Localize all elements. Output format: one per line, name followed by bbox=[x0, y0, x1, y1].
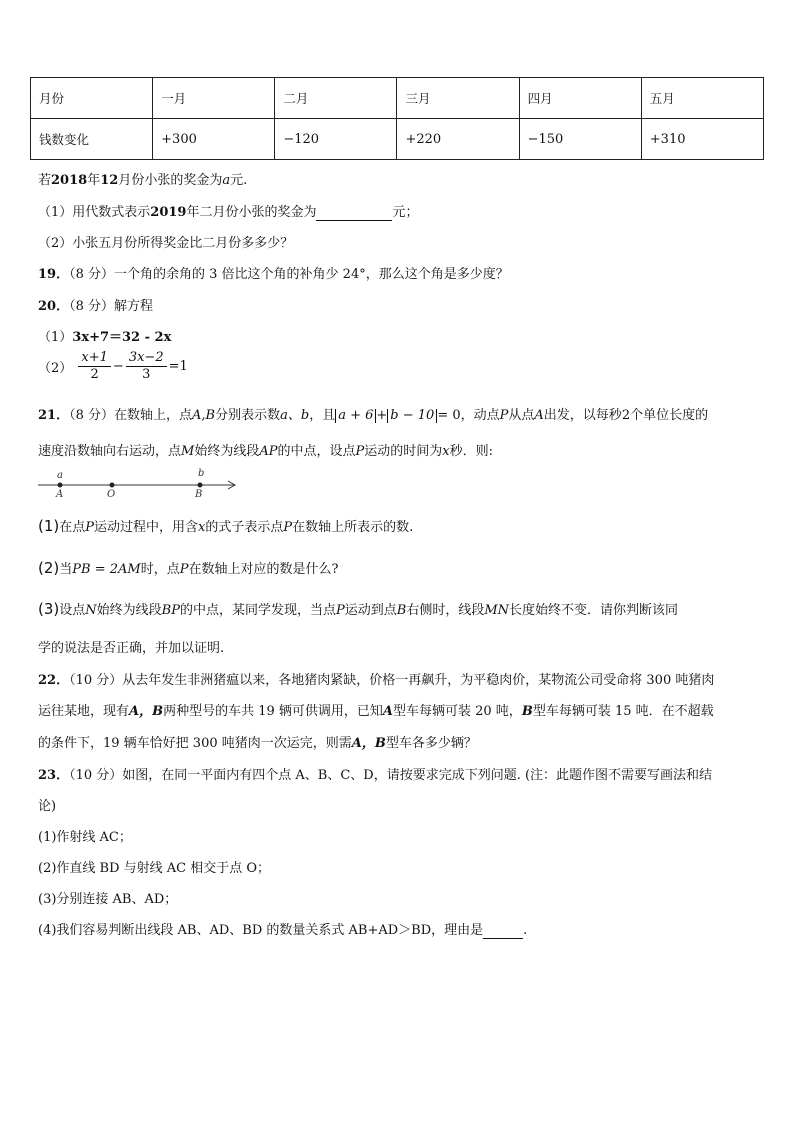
table-cell: 一月 bbox=[153, 78, 275, 119]
table-cell: −150 bbox=[519, 119, 641, 160]
text: 两种型号的车共 19 辆可供调用，已知 bbox=[163, 704, 383, 719]
text: 当 bbox=[59, 562, 73, 577]
q18-part2: （2）小张五月份所得奖金比二月份多多少？ bbox=[38, 236, 294, 251]
q23-part3: (3)分别连接 AB、AD； bbox=[38, 892, 178, 907]
absolute-value: b − 10 bbox=[387, 409, 437, 423]
label-O: O bbox=[107, 489, 116, 500]
math-var: P bbox=[335, 603, 345, 618]
score: （8 分） bbox=[69, 408, 114, 423]
numerator: 3x−2 bbox=[126, 350, 167, 367]
math-var: A，B bbox=[351, 736, 386, 751]
text: 始终为线段 bbox=[194, 444, 260, 459]
point-a bbox=[58, 483, 63, 488]
answer-blank[interactable] bbox=[316, 205, 392, 221]
text: 时，点 bbox=[140, 562, 180, 577]
text: 月份小张的奖金为 bbox=[118, 173, 223, 188]
text: 设点 bbox=[59, 603, 86, 618]
text: 若 bbox=[38, 173, 52, 188]
text: 的式子表示点 bbox=[205, 520, 284, 535]
label-A: A bbox=[56, 489, 64, 500]
math-var: P bbox=[499, 408, 509, 423]
math-var: BP bbox=[161, 603, 180, 618]
text: ，动点 bbox=[460, 408, 500, 423]
question-number: 19． bbox=[38, 267, 70, 282]
point-o bbox=[110, 483, 115, 488]
intro-line bbox=[38, 169, 247, 188]
table-cell: +300 bbox=[153, 119, 275, 160]
math-var: P bbox=[85, 520, 95, 535]
q20 bbox=[38, 295, 153, 314]
text: 12 bbox=[100, 173, 119, 188]
question-number: 21． bbox=[38, 408, 70, 423]
text: （1） bbox=[38, 330, 73, 345]
part-marker: (3) bbox=[38, 600, 60, 618]
text: 年二月份小张的奖金为 bbox=[186, 205, 317, 220]
text: 运动过程中，用含 bbox=[94, 520, 199, 535]
text: 运动的时间为 bbox=[364, 444, 443, 459]
table-cell: 五月 bbox=[641, 78, 763, 119]
question-number: 22． bbox=[38, 673, 70, 688]
text: 的中点，某同学发现，当点 bbox=[179, 603, 336, 618]
equation: 3x+7＝32 - 2x bbox=[72, 330, 172, 345]
math-var: M bbox=[181, 444, 195, 459]
q21-line1 bbox=[38, 404, 708, 423]
text: 从点 bbox=[508, 408, 535, 423]
text: 解方程 bbox=[114, 299, 154, 314]
table-cell: +220 bbox=[397, 119, 519, 160]
math-var: MN bbox=[484, 603, 510, 618]
text: 在数轴上，点 bbox=[114, 408, 193, 423]
denominator: 2 bbox=[90, 367, 99, 382]
score: （10 分） bbox=[69, 673, 123, 688]
table-cell: −120 bbox=[275, 119, 397, 160]
text: 元； bbox=[392, 205, 419, 220]
text: 如图，在同一平面内有四个点 A、B、C、D，请按要求完成下列问题. (注：此题作图不需要写画法和结 bbox=[122, 768, 713, 783]
math-var: x bbox=[442, 444, 450, 459]
text: 运动到点 bbox=[344, 603, 397, 618]
part-marker: (1) bbox=[38, 517, 60, 535]
text: 2019 bbox=[150, 205, 187, 220]
text: 右侧时，线段 bbox=[406, 603, 485, 618]
text: 型车每辆可装 20 吨， bbox=[393, 704, 522, 719]
text: 始终为线段 bbox=[96, 603, 162, 618]
table-row-label: 钱数变化 bbox=[31, 119, 153, 160]
text: （2） bbox=[38, 361, 73, 376]
q23-part1: (1)作射线 AC； bbox=[38, 830, 132, 845]
table-cell: 月份 bbox=[31, 78, 153, 119]
text: 出发，以每秒 bbox=[543, 408, 622, 423]
text: 分别表示数 bbox=[215, 408, 281, 423]
q21-line2 bbox=[38, 440, 493, 459]
q20-part2 bbox=[38, 350, 188, 383]
operator: + bbox=[376, 408, 388, 423]
text: 2 bbox=[621, 408, 631, 423]
absolute-value: a + 6 bbox=[335, 409, 376, 423]
text: 在数轴上所表示的数. bbox=[292, 520, 414, 535]
q22-line3 bbox=[38, 732, 477, 751]
math-var: A，B bbox=[129, 704, 164, 719]
math-var: a、b bbox=[280, 408, 310, 423]
text: 速度沿数轴向右运动，点 bbox=[38, 444, 182, 459]
q20-part1 bbox=[38, 326, 171, 345]
text: 从去年发生非洲猪瘟以来，各地猪肉紧缺，价格一再飙升，为平稳肉价，某物流公司受命将 300 吨猪肉 bbox=[122, 673, 715, 688]
text: 元. bbox=[230, 173, 248, 188]
monthly-change-table bbox=[30, 77, 764, 160]
math-var: A,B bbox=[192, 408, 216, 423]
q22-line1 bbox=[38, 669, 714, 688]
text: 在点 bbox=[59, 520, 86, 535]
q21-part3-line1 bbox=[38, 599, 678, 618]
table-row bbox=[31, 119, 764, 160]
text: 在数轴上对应的数是什么? bbox=[188, 562, 339, 577]
text: (4)我们容易判断出线段 AB、AD、BD 的数量关系式 AB+AD＞BD，理由是 bbox=[38, 923, 484, 938]
label-a: a bbox=[57, 470, 63, 481]
fraction bbox=[126, 350, 167, 383]
part-marker: (2) bbox=[38, 559, 60, 577]
table-cell: +310 bbox=[641, 119, 763, 160]
label-b: b bbox=[198, 468, 205, 479]
math-var: B bbox=[396, 603, 407, 618]
text: 秒．则: bbox=[449, 444, 493, 459]
q18-part1 bbox=[38, 201, 419, 221]
q19 bbox=[38, 263, 509, 282]
text: （1）用代数式表示 bbox=[38, 205, 151, 220]
q23-part4 bbox=[38, 919, 527, 939]
math-var: P bbox=[355, 444, 365, 459]
equation-rhs: =1 bbox=[168, 359, 188, 374]
text: 一个角的余角的 3 倍比这个角的补角少 24°，那么这个角是多少度？ bbox=[114, 267, 509, 282]
score: （8 分） bbox=[69, 267, 114, 282]
answer-blank[interactable] bbox=[483, 923, 523, 939]
q23-line1 bbox=[38, 764, 712, 783]
table-cell: 三月 bbox=[397, 78, 519, 119]
text: 的中点，设点 bbox=[277, 444, 356, 459]
math-var: B bbox=[521, 704, 533, 719]
table-header-row bbox=[31, 78, 764, 119]
table-cell: 四月 bbox=[519, 78, 641, 119]
math-var: A bbox=[382, 704, 393, 719]
score: （10 分） bbox=[69, 768, 123, 783]
q23-line2: 论) bbox=[38, 799, 57, 814]
text: 运往某地，现有 bbox=[38, 704, 130, 719]
text: . bbox=[523, 923, 528, 938]
text: 年 bbox=[87, 173, 101, 188]
text: 型车每辆可装 15 吨．在不超载 bbox=[532, 704, 714, 719]
q21-part3-line2: 学的说法是否正确，并加以证明. bbox=[38, 641, 225, 656]
math-var: A bbox=[534, 408, 544, 423]
text: 2018 bbox=[51, 173, 88, 188]
number-line-figure bbox=[36, 466, 246, 500]
q23-part2: (2)作直线 BD 与射线 AC 相交于点 O； bbox=[38, 861, 271, 876]
equation-rhs: = 0 bbox=[437, 408, 461, 423]
question-number: 23． bbox=[38, 768, 70, 783]
score: （8 分） bbox=[69, 299, 114, 314]
numerator: x+1 bbox=[78, 350, 111, 367]
q22-line2 bbox=[38, 700, 714, 719]
text: 长度始终不变．请你判断该同 bbox=[509, 603, 679, 618]
text: 个单位长度的 bbox=[630, 408, 709, 423]
question-number: 20． bbox=[38, 299, 70, 314]
math-var: P bbox=[283, 520, 293, 535]
math-var: N bbox=[85, 603, 97, 618]
point-b bbox=[198, 483, 203, 488]
text: ，且 bbox=[309, 408, 336, 423]
denominator: 3 bbox=[142, 367, 151, 382]
operator: − bbox=[112, 359, 124, 374]
math-var: P bbox=[179, 562, 189, 577]
fraction bbox=[78, 350, 111, 383]
math-var: AP bbox=[259, 444, 278, 459]
math-var: a bbox=[222, 173, 231, 188]
text: 的条件下，19 辆车恰好把 300 吨猪肉一次运完，则需 bbox=[38, 736, 352, 751]
text: 型车各多少辆？ bbox=[385, 736, 477, 751]
label-B: B bbox=[195, 489, 203, 500]
q21-part1 bbox=[38, 516, 413, 535]
equation: PB = 2AM bbox=[72, 562, 141, 577]
q21-part2 bbox=[38, 558, 338, 577]
math-var: x bbox=[198, 520, 206, 535]
table-cell: 二月 bbox=[275, 78, 397, 119]
